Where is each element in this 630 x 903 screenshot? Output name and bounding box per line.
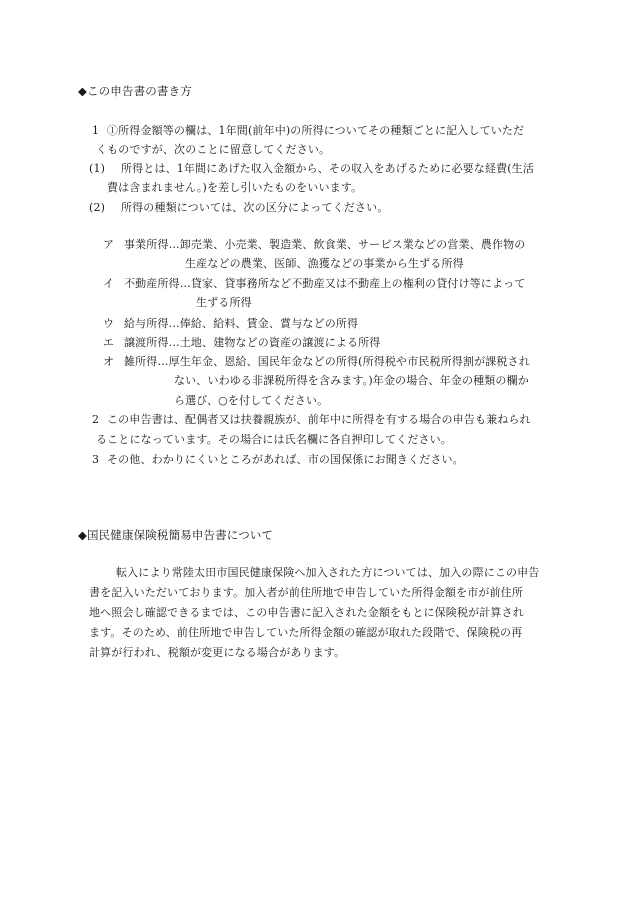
sub-item-text: 費は含まれません。)を差し引いたものをいいます。 [107, 181, 363, 194]
item-text: くものですが、次のことに留意してください。 [96, 143, 331, 156]
category-mark: イ [103, 277, 115, 290]
paragraph-line: 転入により常陸太田市国民健康保険へ加入された方については、加入の際にこの申告 [116, 566, 540, 579]
paragraph-line: 計算が行われ、税額が変更になる場合があります。 [89, 646, 346, 659]
category-text: ない、いわゆる非課税所得を含みます。)年金の場合、年金の種類の欄か [174, 374, 529, 387]
item-text: その他、わかりにくいところがあれば、市の国保係にお聞きください。 [107, 453, 464, 466]
category-text: 譲渡所得…土地、建物などの資産の譲渡による所得 [124, 336, 381, 349]
category-text: 雑所得…厚生年金、恩給、国民年金などの所得(所得税や市民税所得割が課税され [124, 355, 530, 368]
item-number: 2 [92, 413, 100, 426]
section-heading-simple-declaration: ◆国民健康保険税簡易申告書について [78, 528, 274, 542]
category-mark: ア [103, 238, 115, 251]
paragraph-line: ます。そのため、前住所地で申告していた所得金額の確認が取れた段階で、保険税の再 [89, 626, 523, 639]
paragraph-line: 地へ照会し確認できるまでは、この申告書に記入された金額をもとに保険税が計算され [89, 606, 524, 619]
category-text: 生産などの農業、医師、漁獲などの事業から生ずる所得 [185, 257, 464, 270]
item-number: 3 [92, 453, 100, 466]
category-text: 事業所得…卸売業、小売業、製造業、飲食業、サービス業などの営業、農作物の [124, 238, 526, 251]
category-text: 給与所得…俸給、給料、賃金、賞与などの所得 [124, 317, 359, 330]
category-text: ら選び、○を付してください。 [174, 394, 329, 407]
category-mark: ウ [103, 317, 115, 330]
sub-item-text: 所得とは、1年間にあげた収入金額から、その収入をあげるために必要な経費(生活 [121, 162, 534, 175]
section-heading-how-to-fill: ◆この申告書の書き方 [78, 84, 192, 98]
category-mark: エ [103, 336, 115, 349]
category-mark: オ [103, 355, 115, 368]
category-text: 生ずる所得 [196, 296, 252, 309]
item-text: ①所得金額等の欄は、1年間(前年中)の所得についてその種類ごとに記入していただ [107, 124, 525, 137]
item-text: ることになっています。その場合には氏名欄に各自押印してください。 [96, 433, 452, 446]
sub-item-text: 所得の種類については、次の区分によってください。 [121, 201, 389, 214]
sub-item-number: (1) [89, 162, 106, 175]
category-text: 不動産所得…貸家、貸事務所など不動産又は不動産上の権利の貸付け等によって [124, 277, 526, 290]
paragraph-line: 書を記入いただいております。加入者が前住所地で申告していた所得金額を市が前住所 [89, 586, 523, 599]
item-number: 1 [92, 124, 100, 137]
sub-item-number: (2) [89, 201, 106, 214]
item-text: この申告書は、配偶者又は扶養親族が、前年中に所得を有する場合の申告も兼ねられ [107, 413, 531, 426]
